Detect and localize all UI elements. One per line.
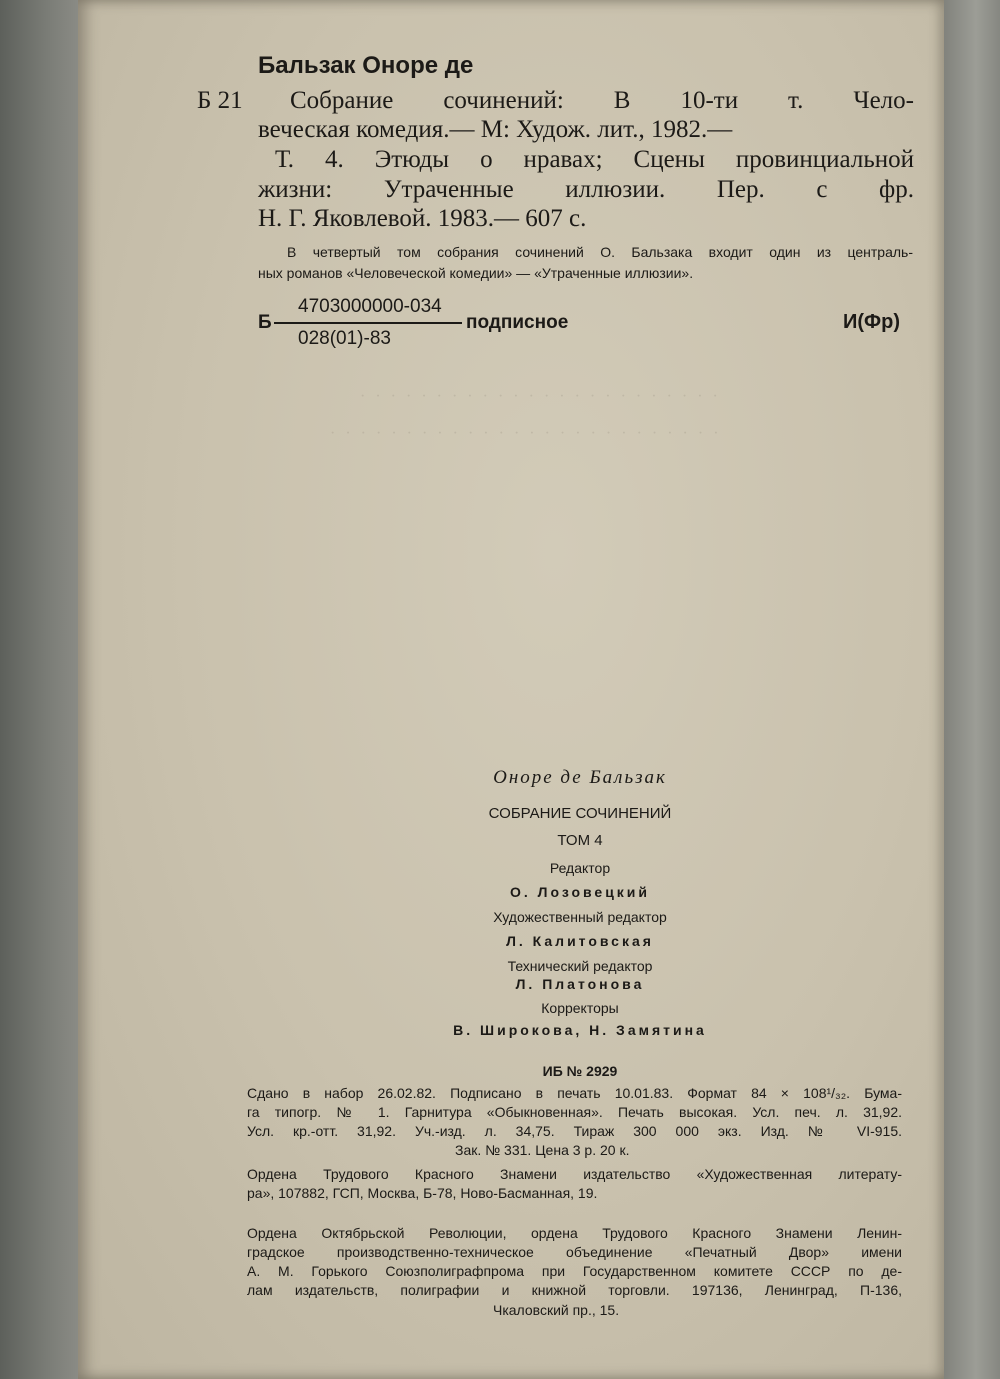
imprint-p1-line-2: га типогр. № 1. Гарнитура «Обыкновенная». Печать высокая. Усл. печ. л. 31,92. bbox=[247, 1104, 902, 1120]
editor-name: О. Лозовецкий bbox=[509, 884, 651, 900]
background-left bbox=[0, 0, 78, 1379]
classification-letter: Б bbox=[258, 312, 272, 333]
classification-denominator: 028(01)-83 bbox=[298, 328, 391, 349]
credits-author: Оноре де Бальзак bbox=[493, 767, 667, 788]
imprint-p3-line-5: Чкаловский пр., 15. bbox=[493, 1302, 620, 1318]
fraction-line bbox=[274, 322, 462, 324]
imprint-p3-line-2: градское производственно-техническое объединение «Печатный Двор» имени bbox=[247, 1244, 902, 1260]
bleed-through-marks: · · · · · · · · · · · · · · · · · · · · · · · · bbox=[360, 388, 721, 405]
bleed-through-marks-2: · · · · · · · · · · · · · · · · · · · · · · · · · · bbox=[330, 425, 722, 442]
imprint-p1-line-3: Усл. кр.-отт. 31,92. Уч.-изд. л. 34,75. Тираж 300 000 экз. Изд. № VI-915. bbox=[247, 1123, 902, 1139]
proofreaders-label: Корректоры bbox=[541, 1000, 619, 1016]
subscription-label: подписное bbox=[466, 312, 569, 333]
tech-editor-label: Технический редактор bbox=[507, 958, 653, 974]
annotation-line-1: В четвертый том собрания сочинений О. Бальзака входит один из централь- bbox=[287, 244, 913, 260]
imprint-p1-line-4: Зак. № 331. Цена 3 р. 20 к. bbox=[455, 1142, 630, 1158]
catalog-author: Бальзак Оноре де bbox=[258, 52, 474, 79]
imprint-p3-line-1: Ордена Октябрьской Революции, ордена Трудового Красного Знамени Ленин- bbox=[247, 1225, 902, 1241]
catalog-desc-line-1: Собрание сочинений: В 10-ти т. Чело- bbox=[290, 87, 914, 114]
annotation-line-2: ных романов «Человеческой комедии» — «Утраченные иллюзии». bbox=[258, 265, 694, 281]
catalog-desc-line-3: Т. 4. Этюды о нравах; Сцены провинциальной bbox=[275, 146, 914, 173]
editor-label: Редактор bbox=[549, 860, 611, 876]
classification-numerator: 4703000000-034 bbox=[298, 296, 442, 317]
imprint-p3-line-4: лам издательств, полиграфии и книжной торговли. 197136, Ленинград, П-136, bbox=[247, 1282, 902, 1298]
catalog-desc-line-5: Н. Г. Яковлевой. 1983.— 607 с. bbox=[258, 205, 587, 232]
imprint-p3-line-3: А. М. Горького Союзполиграфпрома при Государственном комитете СССР по де- bbox=[247, 1263, 902, 1279]
catalog-code: Б 21 bbox=[197, 87, 243, 114]
imprint-p2-line-2: ра», 107882, ГСП, Москва, Б-78, Ново-Басманная, 19. bbox=[247, 1185, 598, 1201]
volume-number: ТОМ 4 bbox=[557, 832, 603, 849]
catalog-desc-line-4: жизни: Утраченные иллюзии. Пер. с фр. bbox=[258, 176, 914, 203]
tech-editor-name: Л. Платонова bbox=[515, 976, 645, 992]
ib-number: ИБ № 2929 bbox=[542, 1063, 618, 1079]
language-code: И(Фр) bbox=[843, 311, 900, 333]
imprint-p1-line-1: Сдано в набор 26.02.82. Подписано в печать 10.01.83. Формат 84 × 108¹/₃₂. Бума- bbox=[247, 1085, 902, 1101]
collection-title: СОБРАНИЕ СОЧИНЕНИЙ bbox=[488, 805, 672, 822]
proofreaders-names: В. Широкова, Н. Замятина bbox=[453, 1022, 707, 1038]
catalog-desc-line-2: веческая комедия.— М: Худож. лит., 1982.— bbox=[258, 116, 733, 143]
background-right bbox=[940, 0, 1000, 1379]
art-editor-label: Художественный редактор bbox=[493, 909, 667, 925]
art-editor-name: Л. Калитовская bbox=[506, 933, 654, 949]
imprint-p2-line-1: Ордена Трудового Красного Знамени издательство «Художественная литерату- bbox=[247, 1166, 902, 1182]
